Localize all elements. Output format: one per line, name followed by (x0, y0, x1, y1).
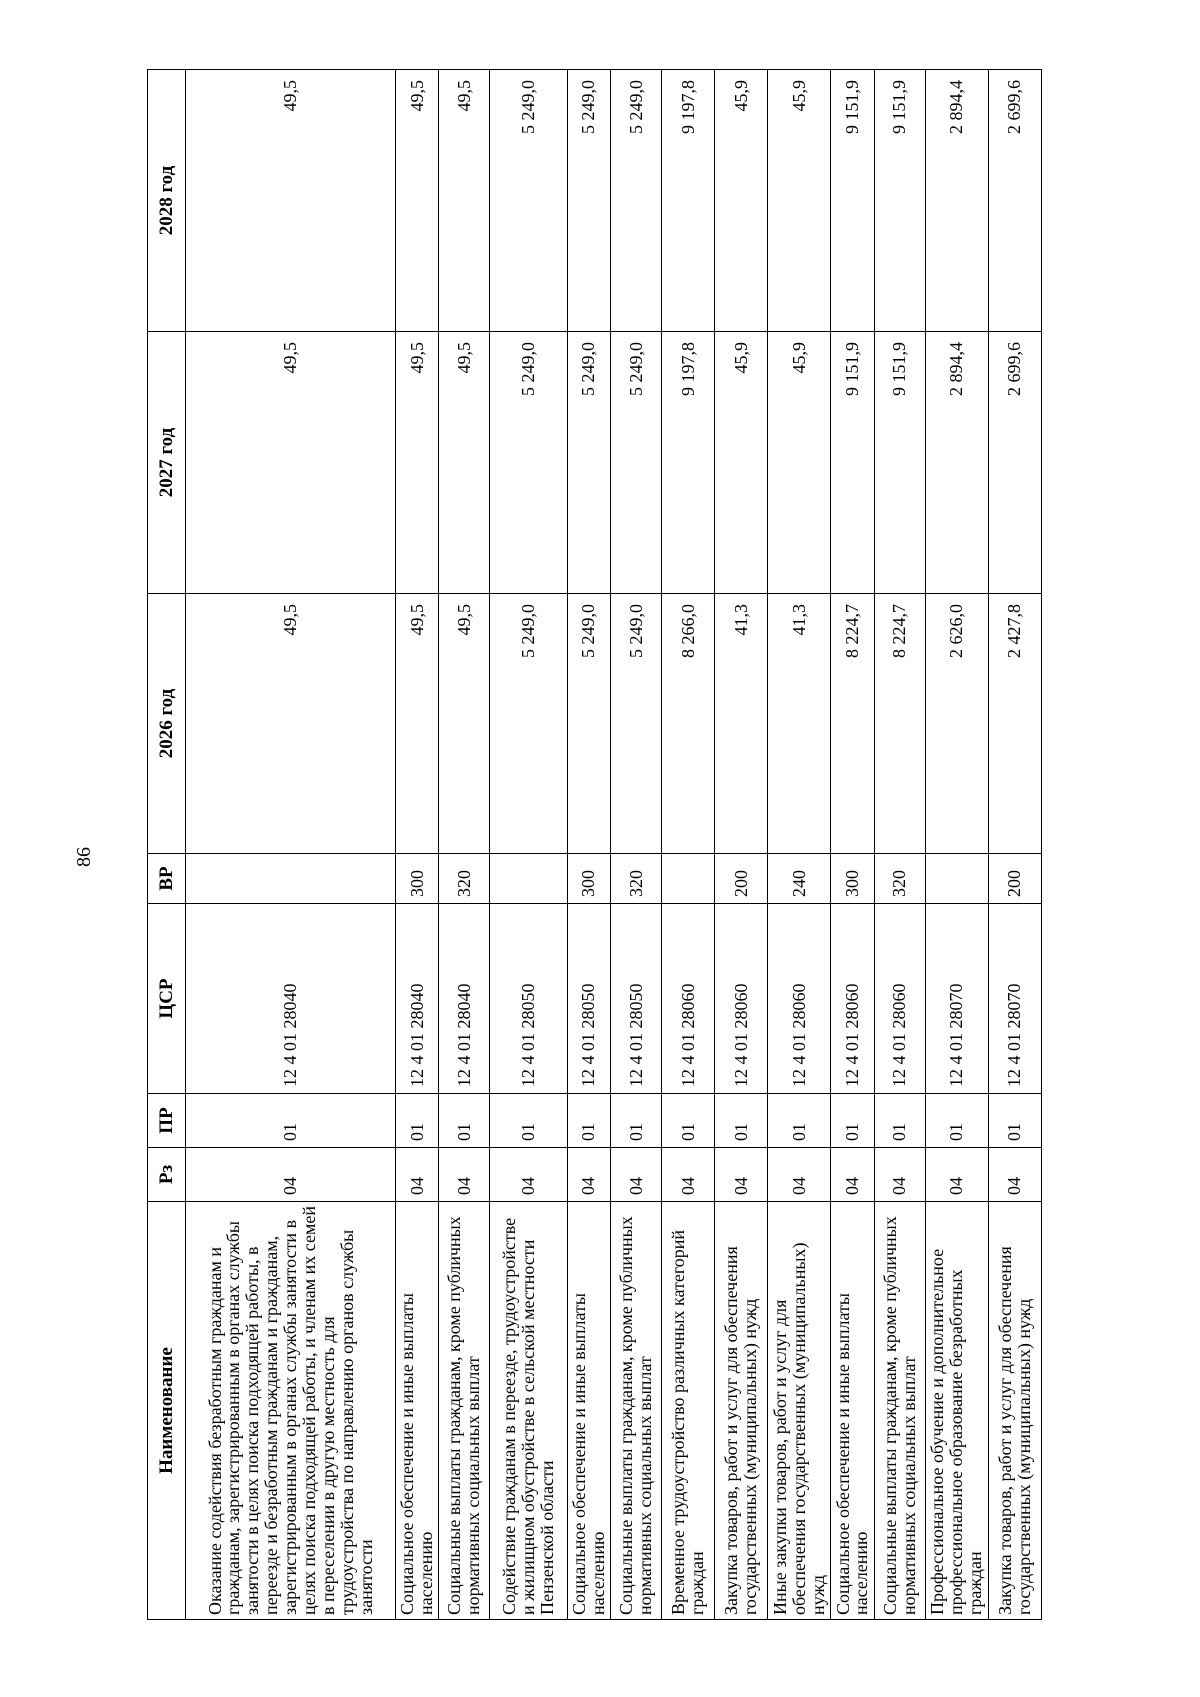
row-value-2027: 45,9 (768, 332, 831, 594)
row-csr: 12 4 01 28050 (567, 904, 610, 1094)
row-value-2026: 5 249,0 (490, 594, 567, 854)
row-pr: 01 (490, 1094, 567, 1148)
header-2026: 2026 год (148, 594, 186, 854)
row-value-2028: 45,9 (714, 70, 767, 332)
row-name: Социальное обеспечение и иные выплаты населению (831, 1202, 874, 1620)
row-rz: 04 (490, 1148, 567, 1202)
table-row (768, 70, 831, 1620)
row-csr: 12 4 01 28060 (874, 904, 925, 1094)
row-vr: 200 (988, 854, 1041, 904)
row-vr (186, 854, 396, 904)
row-value-2027: 49,5 (186, 332, 396, 594)
budget-table (147, 69, 1042, 1620)
row-csr: 12 4 01 28060 (831, 904, 874, 1094)
row-csr: 12 4 01 28050 (611, 904, 662, 1094)
row-rz: 04 (611, 1148, 662, 1202)
row-value-2027: 9 151,9 (874, 332, 925, 594)
row-value-2027: 5 249,0 (611, 332, 662, 594)
row-pr: 01 (831, 1094, 874, 1148)
row-name: Профессиональное обучение и дополнительное профессиональное образование безработных граждан (925, 1202, 988, 1620)
row-pr: 01 (874, 1094, 925, 1148)
row-value-2027: 5 249,0 (567, 332, 610, 594)
row-vr (925, 854, 988, 904)
row-value-2028: 9 151,9 (874, 70, 925, 332)
row-rz: 04 (925, 1148, 988, 1202)
row-value-2028: 49,5 (439, 70, 490, 332)
table-row (714, 70, 767, 1620)
row-csr: 12 4 01 28060 (768, 904, 831, 1094)
row-name: Социальное обеспечение и иные выплаты населению (396, 1202, 439, 1620)
row-value-2026: 41,3 (768, 594, 831, 854)
row-pr: 01 (611, 1094, 662, 1148)
row-rz: 04 (988, 1148, 1041, 1202)
row-rz: 04 (396, 1148, 439, 1202)
row-value-2026: 2 427,8 (988, 594, 1041, 854)
row-csr: 12 4 01 28040 (186, 904, 396, 1094)
row-value-2026: 41,3 (714, 594, 767, 854)
row-value-2028: 9 151,9 (831, 70, 874, 332)
row-name: Закупка товаров, работ и услуг для обеспечения государственных (муниципальных) нужд (988, 1202, 1041, 1620)
table-row (186, 70, 396, 1620)
row-value-2028: 9 197,8 (661, 70, 714, 332)
row-value-2028: 5 249,0 (567, 70, 610, 332)
header-vr: ВР (148, 854, 186, 904)
row-csr: 12 4 01 28050 (490, 904, 567, 1094)
row-pr: 01 (714, 1094, 767, 1148)
table-row (925, 70, 988, 1620)
row-value-2026: 8 224,7 (874, 594, 925, 854)
table-row (439, 70, 490, 1620)
table-row (988, 70, 1041, 1620)
header-2028: 2028 год (148, 70, 186, 332)
row-value-2027: 2 699,6 (988, 332, 1041, 594)
row-pr: 01 (768, 1094, 831, 1148)
row-value-2026: 2 626,0 (925, 594, 988, 854)
header-csr: ЦСР (148, 904, 186, 1094)
row-rz: 04 (874, 1148, 925, 1202)
row-csr: 12 4 01 28060 (661, 904, 714, 1094)
row-rz: 04 (567, 1148, 610, 1202)
row-value-2026: 49,5 (396, 594, 439, 854)
row-value-2026: 49,5 (186, 594, 396, 854)
row-rz: 04 (661, 1148, 714, 1202)
row-rz: 04 (831, 1148, 874, 1202)
row-name: Временное трудоустройство различных категорий граждан (661, 1202, 714, 1620)
row-value-2027: 9 151,9 (831, 332, 874, 594)
row-pr: 01 (439, 1094, 490, 1148)
row-value-2027: 5 249,0 (490, 332, 567, 594)
table-row (396, 70, 439, 1620)
row-name: Содействие гражданам в переезде, трудоустройстве и жилищном обустройстве в сельской местности Пензенской области (490, 1202, 567, 1620)
page-number: 86 (73, 847, 95, 867)
rotated-table-frame (147, 70, 1042, 1620)
row-pr: 01 (925, 1094, 988, 1148)
row-pr: 01 (396, 1094, 439, 1148)
header-pr: ПР (148, 1094, 186, 1148)
row-value-2028: 2 699,6 (988, 70, 1041, 332)
row-name: Социальные выплаты гражданам, кроме публичных нормативных социальных выплат (874, 1202, 925, 1620)
row-value-2026: 8 224,7 (831, 594, 874, 854)
row-value-2026: 8 266,0 (661, 594, 714, 854)
header-2027: 2027 год (148, 332, 186, 594)
row-vr: 300 (396, 854, 439, 904)
row-value-2027: 49,5 (396, 332, 439, 594)
row-value-2028: 2 894,4 (925, 70, 988, 332)
row-name: Социальные выплаты гражданам, кроме публичных нормативных социальных выплат (611, 1202, 662, 1620)
row-value-2028: 5 249,0 (611, 70, 662, 332)
row-value-2026: 49,5 (439, 594, 490, 854)
row-vr (490, 854, 567, 904)
table-row (490, 70, 567, 1620)
row-value-2028: 49,5 (396, 70, 439, 332)
row-name: Иные закупки товаров, работ и услуг для обеспечения государственных (муниципальных) нужд (768, 1202, 831, 1620)
row-csr: 12 4 01 28070 (925, 904, 988, 1094)
row-name: Социальные выплаты гражданам, кроме публичных нормативных социальных выплат (439, 1202, 490, 1620)
row-value-2027: 49,5 (439, 332, 490, 594)
row-vr: 300 (567, 854, 610, 904)
table-row (567, 70, 610, 1620)
row-value-2026: 5 249,0 (611, 594, 662, 854)
row-value-2026: 5 249,0 (567, 594, 610, 854)
header-rz: Рз (148, 1148, 186, 1202)
row-pr: 01 (567, 1094, 610, 1148)
row-pr: 01 (186, 1094, 396, 1148)
row-value-2027: 9 197,8 (661, 332, 714, 594)
row-vr: 300 (831, 854, 874, 904)
row-value-2028: 5 249,0 (490, 70, 567, 332)
row-rz: 04 (768, 1148, 831, 1202)
row-pr: 01 (661, 1094, 714, 1148)
row-vr: 320 (611, 854, 662, 904)
row-csr: 12 4 01 28070 (988, 904, 1041, 1094)
table-row (831, 70, 874, 1620)
row-value-2027: 2 894,4 (925, 332, 988, 594)
header-name: Наименование (148, 1202, 186, 1620)
row-pr: 01 (988, 1094, 1041, 1148)
table-row (611, 70, 662, 1620)
row-rz: 04 (714, 1148, 767, 1202)
row-name: Оказание содействия безработным гражданам и гражданам, зарегистрированным в органах службы занятости в целях поиска подходящей работы, в переезде и безработным гражданам и гражданам, зарегистрированным в органах службы занятости в целях поиска подходящей работы, и членам их семей в переселении в другую местность для трудоустройства по направлению органов службы занятости (186, 1202, 396, 1620)
row-csr: 12 4 01 28040 (396, 904, 439, 1094)
row-vr (661, 854, 714, 904)
table-row (874, 70, 925, 1620)
row-value-2028: 45,9 (768, 70, 831, 332)
row-vr: 200 (714, 854, 767, 904)
row-value-2027: 45,9 (714, 332, 767, 594)
row-csr: 12 4 01 28040 (439, 904, 490, 1094)
row-name: Закупка товаров, работ и услуг для обеспечения государственных (муниципальных) нужд (714, 1202, 767, 1620)
row-vr: 320 (439, 854, 490, 904)
row-rz: 04 (439, 1148, 490, 1202)
row-name: Социальное обеспечение и иные выплаты населению (567, 1202, 610, 1620)
table-row (661, 70, 714, 1620)
row-vr: 320 (874, 854, 925, 904)
row-rz: 04 (186, 1148, 396, 1202)
row-value-2028: 49,5 (186, 70, 396, 332)
row-csr: 12 4 01 28060 (714, 904, 767, 1094)
row-vr: 240 (768, 854, 831, 904)
table-header-row (148, 70, 186, 1620)
